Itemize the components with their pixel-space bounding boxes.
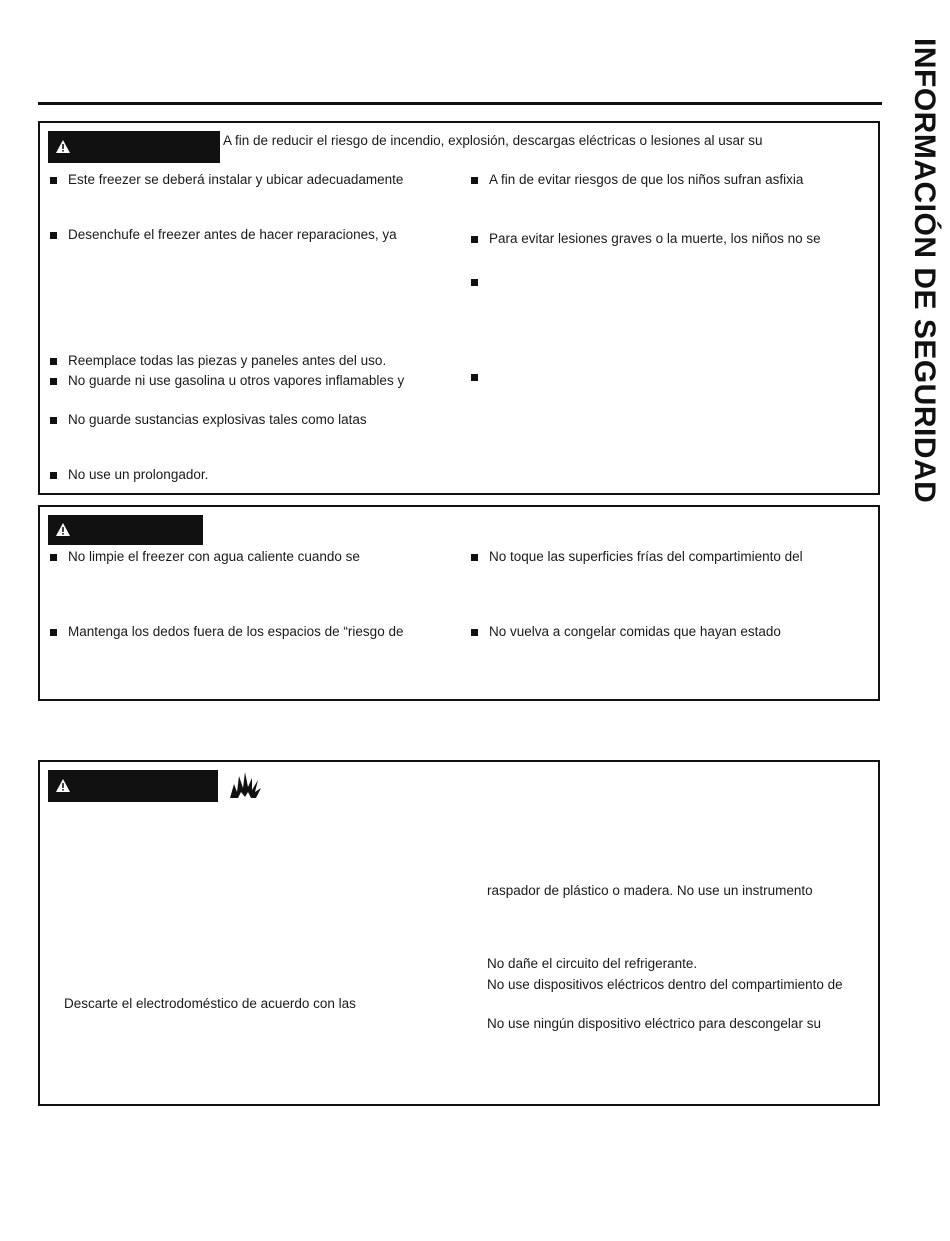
caution-box [38,505,880,701]
header-rule [38,102,882,105]
explosion-warning-box [38,760,880,1106]
bullet-icon [50,232,57,239]
box1-left-item: Desenchufe el freezer antes de hacer reparaciones, ya [68,227,397,242]
box1-left-item: No guarde sustancias explosivas tales como latas [68,412,367,427]
box2-right-item: No vuelva a congelar comidas que hayan estado [489,624,781,639]
bullet-icon [471,629,478,636]
bullet-icon [471,279,478,286]
box3-right-item: No use ningún dispositivo eléctrico para descongelar su [487,1016,821,1031]
box1-intro: A fin de reducir el riesgo de incendio, explosión, descargas eléctricas o lesiones al usar su [223,133,763,148]
caution-badge [48,515,203,545]
warning-triangle-icon [56,140,70,153]
box1-right-item: Para evitar lesiones graves o la muerte, los niños no se [489,231,821,246]
box3-right-item: No use dispositivos eléctricos dentro del compartimiento de [487,977,843,992]
bullet-icon [50,358,57,365]
box3-right-item: raspador de plástico o madera. No use un instrumento [487,883,813,898]
box1-left-item: No use un prolongador. [68,467,209,482]
box1-left-item: Este freezer se deberá instalar y ubicar adecuadamente [68,172,404,187]
bullet-icon [50,554,57,561]
box3-right-item: No dañe el circuito del refrigerante. [487,956,698,971]
box1-left-item: No guarde ni use gasolina u otros vapores inflamables y [68,373,405,388]
explosion-icon [228,770,262,800]
section-side-title: INFORMACIÓN DE SEGURIDAD [908,38,941,504]
warning-triangle-icon [56,523,70,536]
warning-box-1 [38,121,880,495]
bullet-icon [50,629,57,636]
box3-left-item: Descarte el electrodoméstico de acuerdo con las [64,996,356,1011]
bullet-icon [471,374,478,381]
warning-badge [48,131,220,163]
bullet-icon [50,177,57,184]
warning-triangle-icon [56,779,70,792]
bullet-icon [471,236,478,243]
box2-left-item: Mantenga los dedos fuera de los espacios de “riesgo de [68,624,404,639]
box1-left-item: Reemplace todas las piezas y paneles antes del uso. [68,353,387,368]
box1-right-item: A fin de evitar riesgos de que los niños sufran asfixia [489,172,804,187]
bullet-icon [50,472,57,479]
bullet-icon [471,554,478,561]
bullet-icon [471,177,478,184]
bullet-icon [50,417,57,424]
box2-right-item: No toque las superficies frías del compartimiento del [489,549,803,564]
box2-left-item: No limpie el freezer con agua caliente cuando se [68,549,360,564]
bullet-icon [50,378,57,385]
warning-badge [48,770,218,802]
